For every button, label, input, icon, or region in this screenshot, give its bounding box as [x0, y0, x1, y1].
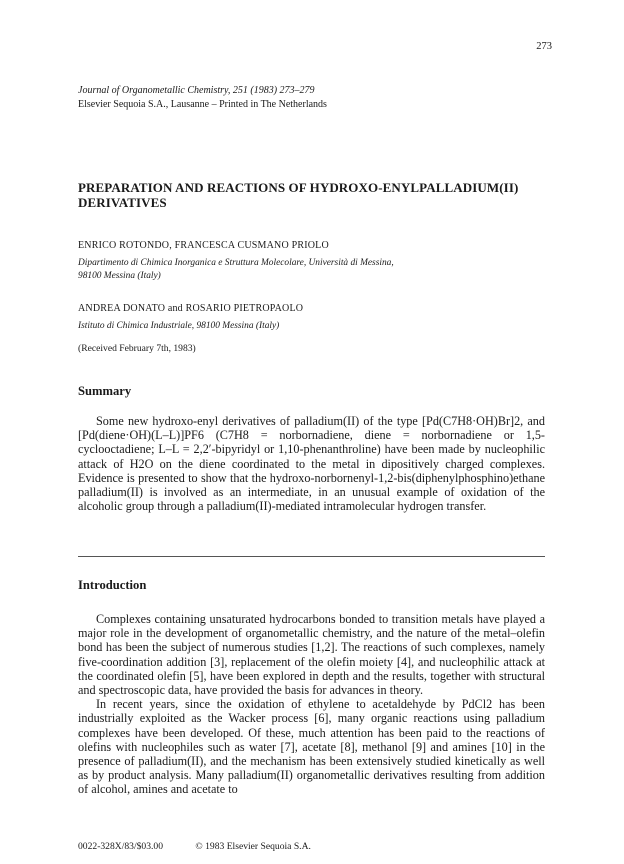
- introduction-paragraph: In recent years, since the oxidation of ethylene to acetaldehyde by PdCl2 has been industrially exploited as the Wacker process [6], many organic reactions using palladium complexes have been developed. Of these, much attention has been paid to the reactions of olefins with nucleophiles such as water [7], acetate [8], methanol [9] and amines [10] in the presence of palladium(II), and the mechanism has been extensively studied kinetically as well as by product analysis. Many palladium(II) organometallic derivatives resulting from addition of alcohol, amines and acetate to: [78, 697, 545, 797]
- introduction-heading: Introduction: [78, 578, 147, 592]
- summary-body: [78, 414, 545, 513]
- author-names: ENRICO ROTONDO, FRANCESCA CUSMANO PRIOLO: [78, 240, 329, 251]
- journal-header: [78, 84, 327, 112]
- journal-citation: Journal of Organometallic Chemistry, 251 (1983) 273–279: [78, 85, 315, 96]
- author-names: ANDREA DONATO and ROSARIO PIETROPAOLO: [78, 303, 304, 314]
- footer-code: 0022-328X/83/$03.00: [78, 841, 164, 852]
- title-line: PREPARATION AND REACTIONS OF HYDROXO-ENYLPALLADIUM(II): [78, 180, 519, 195]
- section-divider: [78, 556, 545, 557]
- introduction-body: [78, 612, 545, 797]
- summary-heading: Summary: [78, 384, 132, 398]
- title-line: DERIVATIVES: [78, 195, 167, 210]
- author-affiliation: [78, 257, 394, 283]
- author-affiliation: [78, 320, 279, 333]
- received-date: (Received February 7th, 1983): [78, 343, 196, 354]
- publisher-line: Elsevier Sequoia S.A., Lausanne – Printed in The Netherlands: [78, 99, 327, 110]
- affiliation-line: Istituto di Chimica Industriale, 98100 Messina (Italy): [78, 321, 280, 331]
- affiliation-line: Dipartimento di Chimica Inorganica e Struttura Molecolare, Università di Messina,: [78, 258, 394, 268]
- summary-paragraph: Some new hydroxo-enyl derivatives of palladium(II) of the type [Pd(C7H8·OH)Br]2, and [Pd(diene·OH)(L–L)]PF6 (C7H8 = norbornadiene, diene = norbornadiene or 1,5-cyclooctadiene; L–L = 2,2′-bipyridyl or 1,10-phenanthroline) have been made by nucleophilic attack of H2O on the diene coordinated to the metal in dipositively charged complexes. Evidence is presented to show that the hydroxo-norbornenyl-1,2-bis(diphenylphosphino)ethane palladium(II) is involved as an intermediate, in an unusual example of oxidation of the alcoholic group through a palladium(II)-mediated intramolecular hydrogen transfer.: [78, 414, 545, 514]
- introduction-paragraph: Complexes containing unsaturated hydrocarbons bonded to transition metals have played a major role in the development of organometallic chemistry, and the nature of the metal–olefin bond has been the subject of numerous studies [1,2]. The reactions of such complexes, namely five-coordination addition [3], replacement of the olefin moiety [4], and nucleophilic attack at the coordinated olefin [5], have been explored in depth and the results, together with structural and spectroscopic data, have provided the basis for advances in theory.: [78, 612, 545, 698]
- footer-copyright: © 1983 Elsevier Sequoia S.A.: [195, 841, 311, 852]
- affiliation-line: 98100 Messina (Italy): [78, 271, 161, 281]
- article-title: [78, 180, 548, 210]
- page-footer: [78, 841, 341, 852]
- page-number: 273: [536, 41, 552, 52]
